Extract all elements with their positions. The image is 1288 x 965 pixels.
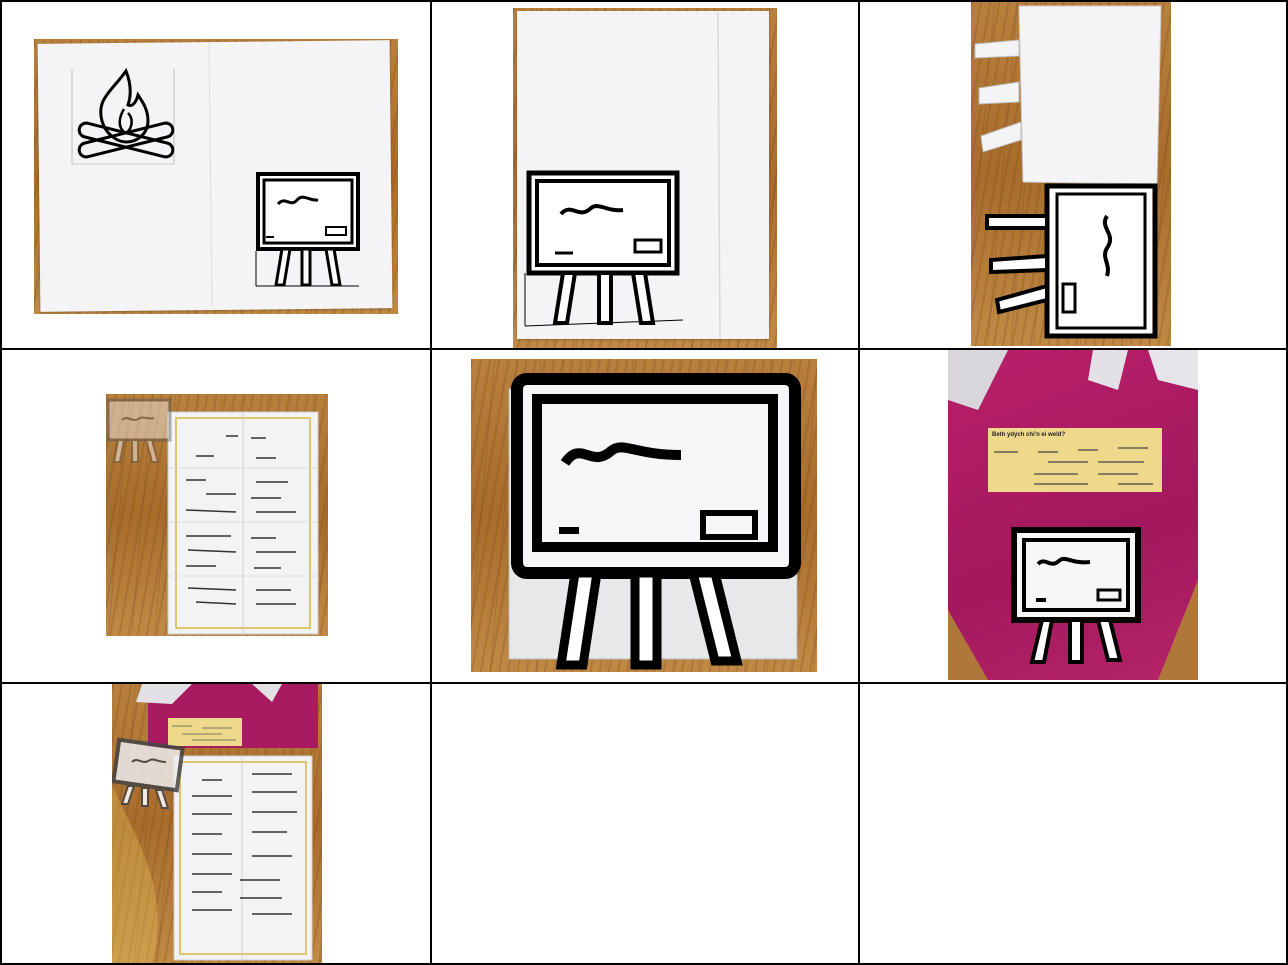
easel-icon xyxy=(1014,530,1138,662)
easel-icon xyxy=(256,174,359,286)
table-cell-r3c2 xyxy=(432,684,858,963)
unfolded-lined-sheet-photo xyxy=(106,394,328,636)
cut-tabs-easel-photo xyxy=(971,2,1171,346)
easel-icon xyxy=(113,740,182,808)
campfire-and-easel-card-photo xyxy=(34,39,398,314)
campfire-icon xyxy=(34,39,398,314)
assembled-card-photo xyxy=(112,684,322,963)
table-cell-r2c3 xyxy=(860,350,1286,682)
table-border-top xyxy=(0,0,1288,2)
table-cell-r1c3 xyxy=(860,2,1286,348)
table-row-divider xyxy=(0,348,1288,350)
easel-icon xyxy=(987,186,1155,336)
table-cell-r1c2 xyxy=(432,2,858,348)
table-cell-r3c3 xyxy=(860,684,1286,963)
table-cell-r2c2 xyxy=(432,350,858,682)
table-cell-r2c1 xyxy=(2,350,430,682)
easel-icon xyxy=(525,173,683,326)
table-cell-r3c1 xyxy=(2,684,430,963)
table-border-left xyxy=(0,0,2,965)
table-column-divider xyxy=(858,0,860,965)
card-heading: Beth ydych chi'n ei weld? xyxy=(992,432,1066,438)
easel-closeup-photo xyxy=(471,359,817,672)
table-column-divider xyxy=(430,0,432,965)
table-row-divider xyxy=(0,682,1288,684)
easel-on-magenta-photo xyxy=(948,350,1198,680)
folded-easel-card-photo xyxy=(513,8,777,348)
table-cell-r1c1 xyxy=(2,2,430,348)
easel-icon xyxy=(108,400,170,462)
